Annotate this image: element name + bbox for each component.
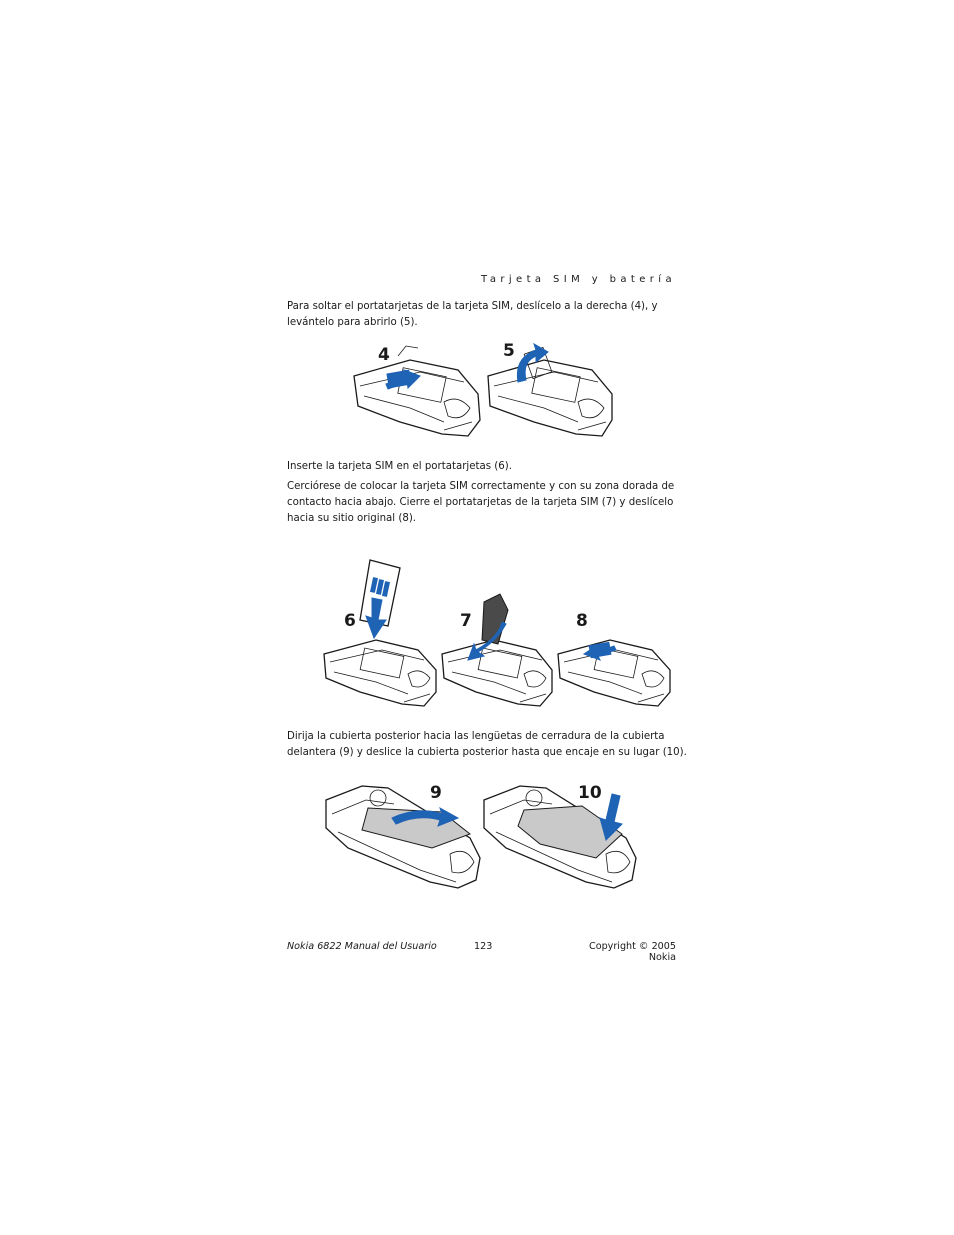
- figure-steps-4-5: [340, 336, 615, 444]
- phone-illustration-6: [324, 640, 436, 706]
- footer-page-number: 123: [474, 941, 493, 952]
- step-label-9: 9: [430, 783, 442, 803]
- phone-illustration-4: [354, 346, 480, 436]
- insert-down-arrow: [366, 598, 386, 638]
- step-label-6: 6: [344, 611, 356, 631]
- step-label-8: 8: [576, 611, 588, 631]
- figure-steps-6-7-8: [320, 554, 675, 712]
- step-label-4: 4: [378, 345, 390, 365]
- step-label-7: 7: [460, 611, 472, 631]
- step-label-10: 10: [578, 783, 602, 803]
- section-header: Tarjeta SIM y batería: [480, 274, 676, 285]
- footer-manual-title: Nokia 6822 Manual del Usuario: [287, 941, 437, 952]
- instruction-paragraph-4: Dirija la cubierta posterior hacia las lengüetas de cerradura de la cubierta delantera (9) y deslice la cubierta posterior hasta que encaje en su lugar (10).: [287, 731, 687, 758]
- footer-copyright: Copyright © 2005 Nokia: [589, 941, 676, 963]
- figure-steps-9-10: [320, 778, 642, 890]
- instruction-paragraph-3: Cerciórese de colocar la tarjeta SIM correctamente y con su zona dorada de contacto hacia abajo. Cierre el portatarjetas de la tarjeta SIM (7) y deslícelo hacia su sitio original (8).: [287, 481, 675, 524]
- step-label-5: 5: [503, 341, 515, 361]
- instruction-paragraph-1: Para soltar el portatarjetas de la tarjeta SIM, deslícelo a la derecha (4), y levántelo para abrirlo (5).: [287, 301, 658, 328]
- phone-illustration-7: [442, 640, 552, 706]
- instruction-paragraph-2: Inserte la tarjeta SIM en el portatarjetas (6).: [287, 461, 512, 472]
